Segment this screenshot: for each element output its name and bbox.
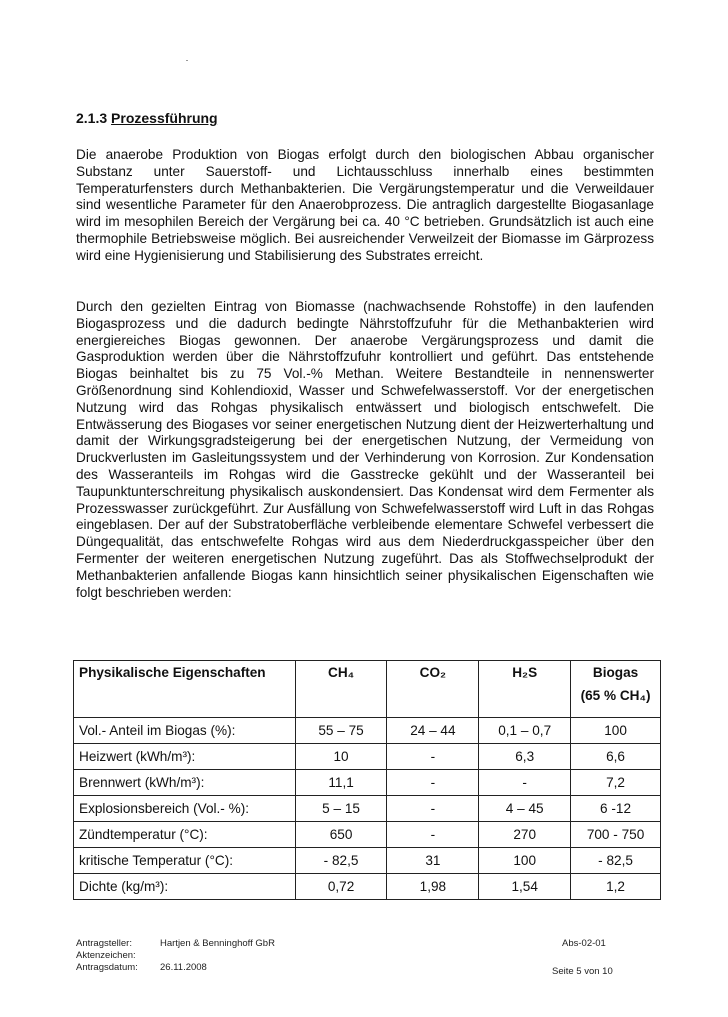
table-cell-value: 6,6 [571, 744, 661, 770]
footer-page-info: Seite 5 von 10 [552, 966, 613, 977]
table-row [74, 770, 661, 796]
table-row [74, 744, 661, 770]
header-biogas [571, 661, 661, 718]
scan-speck [186, 60, 188, 61]
table-header-row [74, 661, 661, 718]
footer-right [552, 938, 613, 977]
table-cell-value: 5 – 15 [295, 796, 387, 822]
table-cell-label: Brennwert (kWh/m³): [74, 770, 296, 796]
footer-applicant-label: Antragsteller: [76, 938, 132, 949]
footer-left [76, 938, 275, 974]
table-row [74, 848, 661, 874]
footer-applicant-value: Hartjen & Benninghoff GbR [160, 938, 275, 949]
table-cell-value: - [479, 770, 571, 796]
table-cell-value: 6 -12 [571, 796, 661, 822]
table-cell-value: 650 [295, 822, 387, 848]
paragraph-1: Die anaerobe Produktion von Biogas erfolgt durch den biologischen Abbau organischer Substanz unter Sauerstoff- und Lichtausschluss innerhalb eines bestimmten Temperaturfensters durch Methanbakterien. Die Vergärungstemperatur und die Verweildauer sind wesentliche Parameter für den Anaerobprozess. Die antraglich dargestellte Biogasanlage wird im mesophilen Bereich der Vergärung bei ca. 40 °C betrieben. Grundsätzlich ist auch eine thermophile Betriebsweise möglich. Bei ausreichender Verweilzeit der Biomasse im Gärprozess wird eine Hygienisierung und Stabilisierung des Substrates erreicht. [76, 147, 654, 263]
table-cell-value: 31 [387, 848, 479, 874]
footer-file-label: Aktenzeichen: [76, 950, 136, 961]
footer-date-label: Antragsdatum: [76, 962, 138, 973]
footer-date-value: 26.11.2008 [160, 962, 207, 973]
table-cell-value: 100 [571, 718, 661, 744]
table-cell-value: 10 [295, 744, 387, 770]
table-cell-value: 55 – 75 [295, 718, 387, 744]
section-title: Prozessführung [111, 110, 218, 126]
table-cell-value: - [387, 822, 479, 848]
table-cell-value: 0,1 – 0,7 [479, 718, 571, 744]
table-cell-value: - 82,5 [295, 848, 387, 874]
table-cell-value: - [387, 770, 479, 796]
table-cell-value: - [387, 744, 479, 770]
table-cell-value: 700 - 750 [571, 822, 661, 848]
table-row [74, 822, 661, 848]
table-cell-value: 1,98 [387, 874, 479, 900]
table-row [74, 874, 661, 900]
table-cell-value: 7,2 [571, 770, 661, 796]
table-cell-value: 1,54 [479, 874, 571, 900]
table-row [74, 796, 661, 822]
properties-table [73, 660, 661, 900]
header-h2s: H₂S [479, 661, 571, 718]
table-cell-value: 6,3 [479, 744, 571, 770]
table-cell-value: 4 – 45 [479, 796, 571, 822]
table-cell-value: 24 – 44 [387, 718, 479, 744]
table-cell-value: 1,2 [571, 874, 661, 900]
section-number: 2.1.3 [76, 110, 108, 126]
header-biogas-sub: (65 % CH₄) [580, 688, 651, 703]
footer-doc-code: Abs-02-01 [562, 938, 606, 949]
table-cell-label: Zündtemperatur (°C): [74, 822, 296, 848]
table-cell-value: 270 [479, 822, 571, 848]
table-cell-label: Heizwert (kWh/m³): [74, 744, 296, 770]
table-row [74, 718, 661, 744]
table-cell-label: kritische Temperatur (°C): [74, 848, 296, 874]
section-heading [76, 110, 218, 126]
table-cell-label: Vol.- Anteil im Biogas (%): [74, 718, 296, 744]
table-cell-value: - 82,5 [571, 848, 661, 874]
table-cell-value: 0,72 [295, 874, 387, 900]
header-biogas-label: Biogas [592, 665, 639, 680]
paragraph-2: Durch den gezielten Eintrag von Biomasse (nachwachsende Rohstoffe) in den laufenden Biogasprozess und die dadurch bedingte Nährstoffzufuhr für die Methanbakterien wird energiereiches Biogas gewonnen. Der anaerobe Vergärungsprozess und damit die Gasproduktion werden über die Nährstoffzufuhr kontrolliert und geführt. Das entstehende Biogas beinhaltet bis zu 75 Vol.-% Methan. Weitere Bestandteile in nennenswerter Größenordnung sind Kohlendioxid, Wasser und Schwefelwasserstoff. Vor der energetischen Nutzung wird das Rohgas physikalisch entwässert und biologisch entschwefelt. Die Entwässerung des Biogases vor seiner energetischen Nutzung dient der Heizwerterhaltung und damit der Wirkungsgradsteigerung bei der energetischen Nutzung, der Vermeidung von Druckverlusten im Gasleitungssystem und der Verhinderung von Korrosion. Zur Kondensation des Wasseranteils im Rohgas wird die Gasstrecke gekühlt und der Wasseranteil bei Taupunktunterschreitung physikalisch auskondensiert. Das Kondensat wird dem Fermenter als Prozesswasser zurückgeführt. Zur Ausfällung von Schwefelwasserstoff wird Luft in das Rohgas eingeblasen. Der auf der Substratoberfläche verbleibende elementare Schwefel verbessert die Düngequalität, das entschwefelte Rohgas wird aus dem Niederdruckgasspeicher über den Fermenter der weiteren energetischen Nutzung zugeführt. Das als Stoffwechselprodukt der Methanbakterien anfallende Biogas kann hinsichtlich seiner physikalischen Eigenschaften wie folgt beschrieben werden: [76, 299, 654, 600]
table-cell-value: - [387, 796, 479, 822]
table-cell-value: 100 [479, 848, 571, 874]
table-cell-value: 11,1 [295, 770, 387, 796]
table-cell-label: Explosionsbereich (Vol.- %): [74, 796, 296, 822]
header-co2: CO₂ [387, 661, 479, 718]
table-cell-label: Dichte (kg/m³): [74, 874, 296, 900]
header-property: Physikalische Eigenschaften [74, 661, 296, 718]
header-ch4: CH₄ [295, 661, 387, 718]
